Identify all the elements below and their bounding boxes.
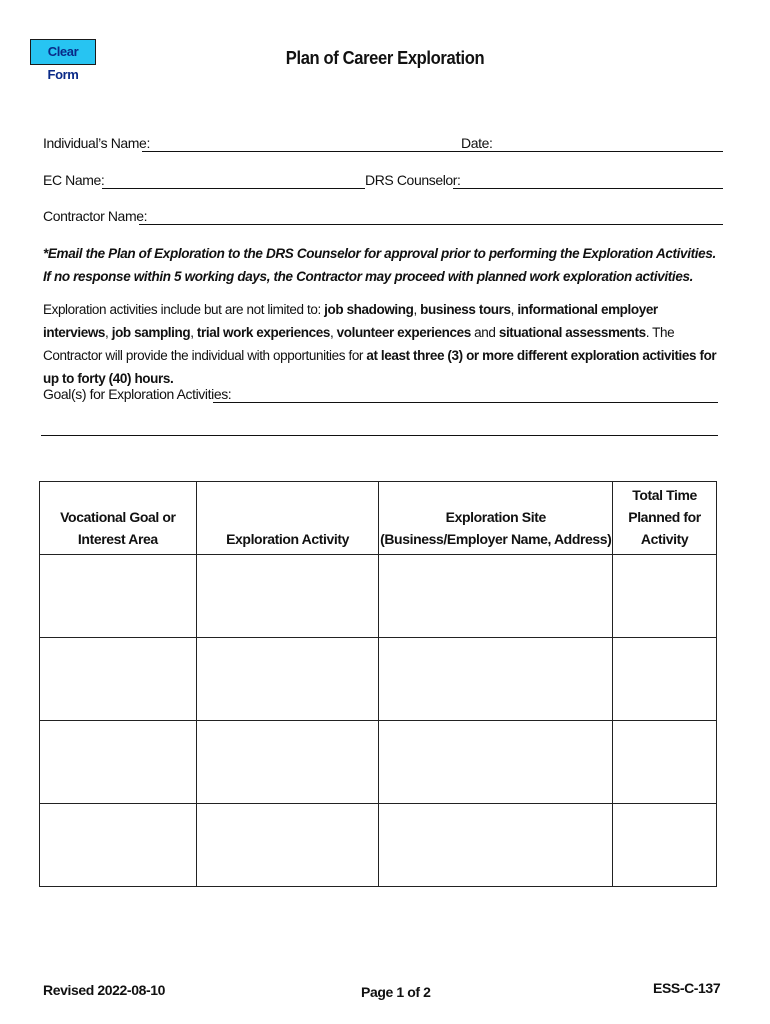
vocational-goal-cell[interactable] <box>40 721 197 804</box>
exploration-activity-cell[interactable] <box>196 555 379 638</box>
table-row <box>40 804 717 887</box>
form-id: ESS-C-137 <box>653 980 721 996</box>
clear-form-button[interactable]: Clear Form <box>30 39 96 65</box>
exploration-plan-table <box>39 481 717 887</box>
header-exploration-activity: Exploration Activity <box>196 482 379 555</box>
exploration-site-cell[interactable] <box>379 638 613 721</box>
total-time-cell[interactable] <box>613 638 717 721</box>
header-total-time: Total Time Planned for Activity <box>613 482 717 555</box>
page-number: Page 1 of 2 <box>361 984 431 1000</box>
table-row <box>40 638 717 721</box>
drs-counselor-label: DRS Counselor: <box>365 172 461 188</box>
exploration-site-cell[interactable] <box>379 804 613 887</box>
goals-field-line1[interactable] <box>213 402 718 403</box>
header-exploration-site: Exploration Site (Business/Employer Name, Address) <box>379 482 613 555</box>
page-title: Plan of Career Exploration <box>285 48 485 68</box>
vocational-goal-cell[interactable] <box>40 555 197 638</box>
table-header-row <box>40 482 717 555</box>
goals-row <box>43 386 719 406</box>
ec-name-field[interactable] <box>102 188 365 189</box>
contractor-name-field[interactable] <box>139 224 723 225</box>
date-label: Date: <box>461 135 493 151</box>
revised-date: Revised 2022-08-10 <box>43 982 165 998</box>
table-row <box>40 721 717 804</box>
exploration-site-cell[interactable] <box>379 721 613 804</box>
exploration-activity-cell[interactable] <box>196 638 379 721</box>
total-time-cell[interactable] <box>613 555 717 638</box>
contractor-row <box>43 208 723 228</box>
ec-drs-row <box>43 172 723 192</box>
individual-name-label: Individual’s Name: <box>43 135 150 151</box>
header-vocational-goal: Vocational Goal or Interest Area <box>40 482 197 555</box>
ec-name-label: EC Name: <box>43 172 105 188</box>
exploration-activity-cell[interactable] <box>196 721 379 804</box>
goals-label: Goal(s) for Exploration Activities: <box>43 386 232 402</box>
drs-counselor-field[interactable] <box>453 188 723 189</box>
total-time-cell[interactable] <box>613 721 717 804</box>
approval-notice: *Email the Plan of Exploration to the DRS Counselor for approval prior to performing the Exploration Activities. If no response within 5 working days, the Contractor may proceed with planned work exploration activities. <box>43 246 716 284</box>
contractor-name-label: Contractor Name: <box>43 208 148 224</box>
name-date-row <box>43 135 723 155</box>
vocational-goal-cell[interactable] <box>40 638 197 721</box>
exploration-activity-cell[interactable] <box>196 804 379 887</box>
goals-field-line2[interactable] <box>41 435 718 436</box>
individual-name-field[interactable] <box>142 151 498 152</box>
exploration-explanation: Exploration activities include but are not limited to: job shadowing, business tours, informational employer interviews, job sampling, trial work experiences, volunteer experiences and situational assessments. The Contractor will provide the individual with opportunities for at least three (3) or more different exploration activities for up to forty (40) hours. <box>43 302 717 386</box>
exploration-site-cell[interactable] <box>379 555 613 638</box>
date-field[interactable] <box>491 151 723 152</box>
vocational-goal-cell[interactable] <box>40 804 197 887</box>
table-row <box>40 555 717 638</box>
total-time-cell[interactable] <box>613 804 717 887</box>
